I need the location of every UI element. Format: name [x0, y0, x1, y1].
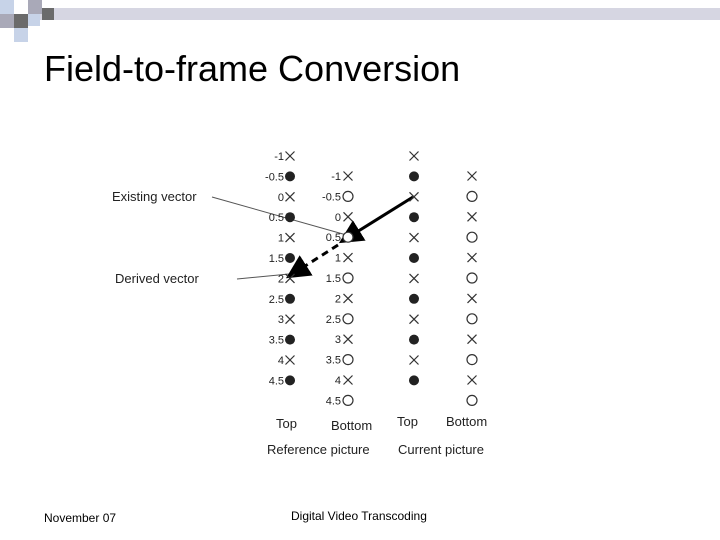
ref-bottom-header: Bottom — [331, 418, 373, 433]
ref-top-row-10-cross — [286, 356, 295, 365]
ref-top-label-10: 4 — [277, 355, 284, 367]
ref-bottom-row-7-circle — [343, 314, 353, 324]
ref-top-label-7: 2.5 — [268, 293, 284, 306]
sample-columns — [265, 151, 477, 407]
cur-bottom-header: Bottom — [446, 414, 488, 429]
ref-bottom-label-5: 1.5 — [325, 273, 341, 285]
ref-top-row-3-dot — [285, 212, 295, 222]
cur-top-row-10-cross — [410, 356, 419, 365]
ref-bottom-row-11-circle — [343, 395, 353, 405]
ref-top-row-9-dot — [285, 335, 295, 345]
ref-top-row-6-cross — [286, 274, 295, 283]
ref-top-label-2: 0 — [277, 191, 284, 204]
existing-vector-arrow — [344, 197, 413, 240]
ref-bottom-label-0: -1 — [331, 171, 341, 183]
cur-top-row-11-dot — [409, 375, 419, 385]
ref-top-label-11: 4.5 — [268, 375, 284, 388]
cur-bottom-row-0-cross — [468, 172, 477, 181]
cur-top-row-0-cross — [410, 152, 419, 161]
ref-bottom-label-1: -0.5 — [322, 191, 341, 204]
cur-top-row-8-cross — [410, 315, 419, 324]
cur-bottom-row-4-cross — [468, 253, 477, 262]
ref-bottom-row-10-cross — [344, 376, 353, 385]
cur-top-row-9-dot — [409, 335, 419, 345]
ref-bottom-label-10: 4 — [334, 375, 341, 387]
derived-vector-arrow — [291, 245, 338, 275]
cur-bottom-row-10-cross — [468, 376, 477, 385]
ref-top-row-2-cross — [286, 192, 295, 201]
ref-top-label-1: -0.5 — [265, 171, 284, 184]
ref-top-label-6: 2 — [277, 273, 284, 286]
cur-bottom-row-8-cross — [468, 335, 477, 344]
cur-top-header: Top — [397, 414, 418, 429]
ref-bottom-label-4: 1 — [334, 252, 341, 265]
cur-top-row-7-dot — [409, 294, 419, 304]
ref-top-label-4: 1 — [277, 232, 284, 245]
footer-date: November 07 — [44, 511, 117, 525]
cur-bottom-row-7-circle — [467, 314, 477, 324]
cur-top-row-6-cross — [410, 274, 419, 283]
ref-bottom-label-7: 2.5 — [325, 313, 341, 326]
cur-bottom-row-9-circle — [467, 355, 477, 365]
cur-bottom-row-11-circle — [467, 395, 477, 405]
ref-bottom-label-6: 2 — [334, 293, 341, 306]
existing-vector-label: Existing vector — [112, 189, 197, 204]
ref-top-row-1-dot — [285, 171, 295, 181]
ref-top-row-8-cross — [286, 315, 295, 324]
ref-bottom-label-2: 0 — [334, 211, 341, 224]
cur-top-row-3-dot — [409, 212, 419, 222]
ref-top-header: Top — [276, 416, 297, 431]
cur-bottom-row-6-cross — [468, 294, 477, 303]
cur-bottom-row-2-cross — [468, 212, 477, 221]
ref-top-label-9: 3.5 — [268, 334, 284, 347]
cur-top-row-5-dot — [409, 253, 419, 263]
cur-bottom-row-5-circle — [467, 273, 477, 283]
ref-top-label-8: 3 — [277, 314, 284, 327]
cur-bottom-row-3-circle — [467, 232, 477, 242]
slide-title: Field-to-frame Conversion — [44, 48, 461, 89]
ref-bottom-label-8: 3 — [334, 334, 341, 347]
derived-vector-label: Derived vector — [115, 271, 199, 286]
current-picture-label: Current picture — [398, 442, 484, 457]
ref-bottom-row-4-cross — [344, 253, 353, 262]
ref-bottom-row-1-circle — [343, 191, 353, 201]
ref-bottom-label-11: 4.5 — [325, 395, 341, 408]
ref-bottom-row-0-cross — [344, 172, 353, 181]
footer-title: Digital Video Transcoding — [291, 509, 427, 523]
ref-top-label-0: -1 — [274, 151, 284, 163]
cur-bottom-row-1-circle — [467, 191, 477, 201]
ref-bottom-label-3: 0.5 — [325, 232, 341, 245]
ref-bottom-row-5-circle — [343, 273, 353, 283]
ref-bottom-row-9-circle — [343, 355, 353, 365]
ref-top-label-5: 1.5 — [268, 253, 284, 265]
ref-bottom-label-9: 3.5 — [325, 354, 341, 367]
ref-bottom-row-2-cross — [344, 212, 353, 221]
ref-top-row-0-cross — [286, 152, 295, 161]
ref-top-row-5-dot — [285, 253, 295, 263]
ref-top-row-7-dot — [285, 294, 295, 304]
reference-picture-label: Reference picture — [267, 442, 370, 457]
cur-top-row-1-dot — [409, 171, 419, 181]
cur-top-row-4-cross — [410, 233, 419, 242]
ref-top-row-11-dot — [285, 375, 295, 385]
ref-bottom-row-6-cross — [344, 294, 353, 303]
ref-top-label-3: 0.5 — [268, 212, 284, 225]
ref-top-row-4-cross — [286, 233, 295, 242]
ref-bottom-row-3-circle — [343, 232, 353, 242]
ref-bottom-row-8-cross — [344, 335, 353, 344]
